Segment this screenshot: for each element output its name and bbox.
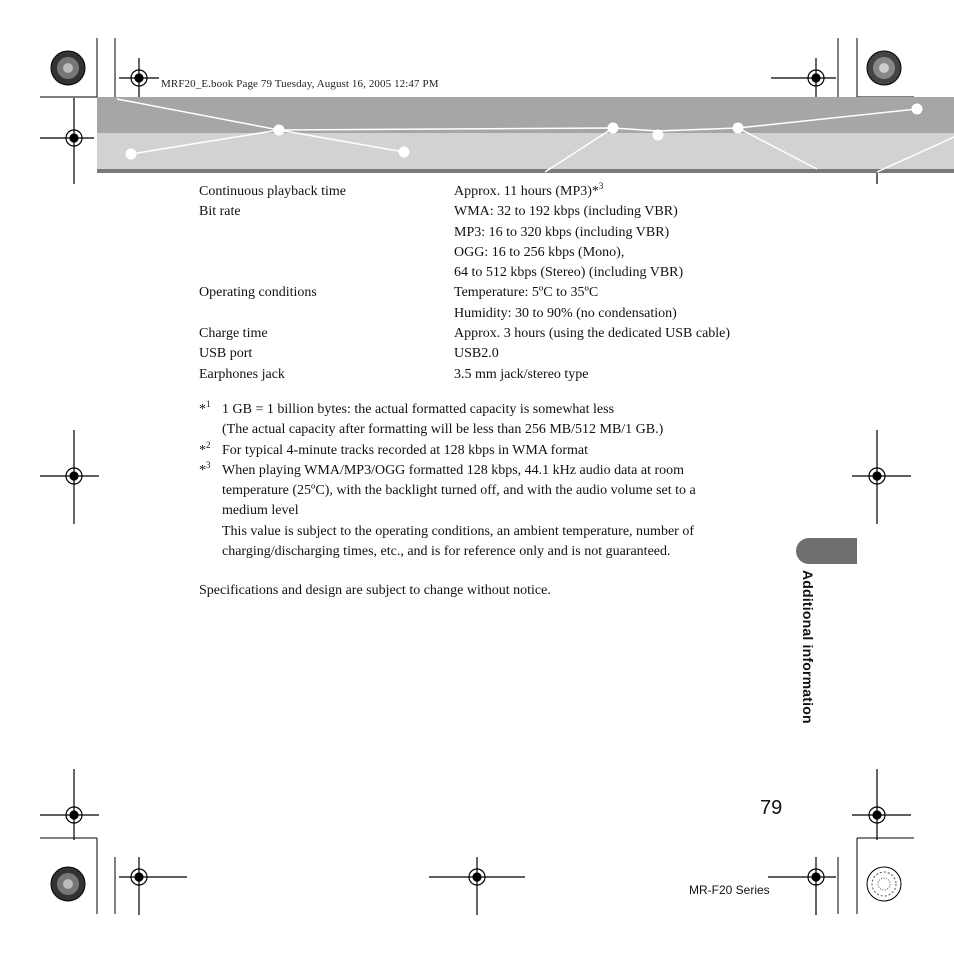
footnote-marker: *$^1$: [199, 399, 211, 417]
footnote-line: charging/discharging times, etc., and is for reference only and is not guaranteed.: [222, 544, 671, 560]
spec-value: 64 to 512 kbps (Stereo) (including VBR): [454, 265, 684, 281]
footnote-line: When playing WMA/MP3/OGG formatted 128 kbps, 44.1 kHz audio data at room: [222, 462, 685, 478]
spec-value: Approx. 11 hours (MP3)*$^3$: [454, 181, 604, 199]
spec-value: MP3: 16 to 320 kbps (including VBR): [454, 224, 670, 240]
spec-label: Earphones jack: [199, 366, 285, 382]
spec-value: OGG: 16 to 256 kbps (Mono),: [454, 244, 625, 260]
spec-value: Temperature: 5ºC to 35ºC: [454, 285, 599, 301]
footnote: [199, 461, 696, 562]
spec-label: Operating conditions: [199, 285, 317, 301]
spec-value: 3.5 mm jack/stereo type: [454, 366, 589, 382]
spec-value: WMA: 32 to 192 kbps (including VBR): [454, 204, 678, 220]
footnote-line: 1 GB = 1 billion bytes: the actual formatted capacity is somewhat less: [222, 402, 615, 417]
registration-mark: [768, 857, 836, 915]
registration-mark: [40, 769, 99, 840]
color-target-icon: [51, 51, 85, 85]
footnote-line: temperature (25ºC), with the backlight turned off, and with the audio volume set to a: [222, 483, 696, 499]
spec-value: Humidity: 30 to 90% (no condensation): [454, 305, 677, 321]
file-info-header: MRF20_E.book Page 79 Tuesday, August 16, 2005 12:47 PM: [161, 78, 439, 90]
spec-label: USB port: [199, 346, 253, 362]
footnote-line: This value is subject to the operating conditions, an ambient temperature, number of: [222, 523, 694, 539]
spec-value: USB2.0: [454, 346, 499, 362]
series-name: MR-F20 Series: [689, 883, 770, 897]
registration-mark: [119, 857, 187, 915]
footnote-line: For typical 4-minute tracks recorded at 128 kbps in WMA format: [222, 442, 588, 458]
spec-label: Charge time: [199, 326, 268, 342]
page-number: 79: [760, 797, 783, 819]
footnote: [199, 441, 696, 461]
registration-mark: [40, 430, 99, 524]
color-target-icon: [867, 867, 901, 901]
footnotes: [199, 400, 696, 562]
spec-label: Bit rate: [199, 204, 241, 220]
header-banner: [97, 97, 954, 175]
color-target-icon: [51, 867, 85, 901]
color-target-icon: [867, 51, 901, 85]
registration-mark: [852, 769, 911, 840]
footnote-line: medium level: [222, 503, 299, 519]
registration-mark: [771, 58, 836, 98]
registration-mark: [852, 430, 911, 524]
footnote-marker: *$^3$: [199, 459, 211, 478]
footnote: [199, 400, 696, 441]
registration-mark: [119, 58, 159, 98]
closing-note: Specifications and design are subject to change without notice.: [199, 583, 551, 598]
section-tab: [796, 538, 857, 564]
registration-mark: [40, 98, 94, 184]
spec-value: Approx. 3 hours (using the dedicated USB cable): [454, 326, 731, 342]
footnote-marker: *$^2$: [199, 439, 211, 458]
section-label: Additional information: [800, 570, 816, 724]
spec-label: Continuous playback time: [199, 184, 346, 199]
footnote-line: (The actual capacity after formatting will be less than 256 MB/512 MB/1 GB.): [222, 422, 664, 438]
registration-mark: [429, 857, 525, 915]
